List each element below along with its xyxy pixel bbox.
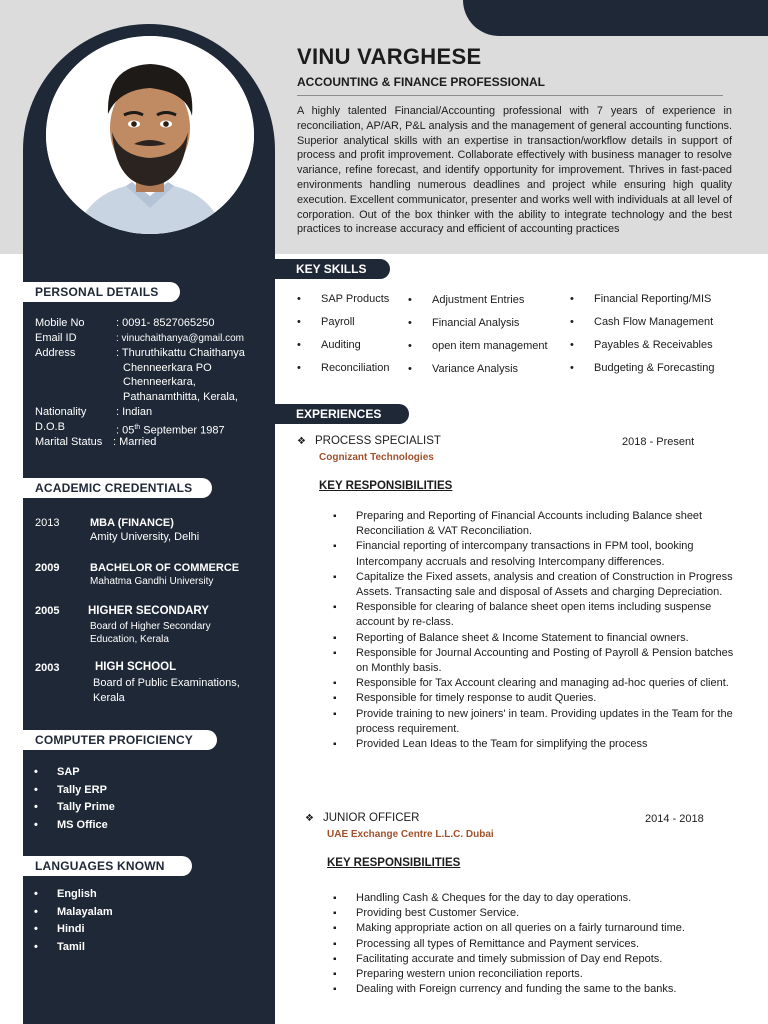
- label-nationality: Nationality: [35, 406, 87, 418]
- job-1-responsibilities-heading: KEY RESPONSIBILITIES: [319, 480, 453, 492]
- skills-column-3: [570, 288, 714, 380]
- job-2-company: UAE Exchange Centre L.L.C. Dubai: [327, 829, 494, 840]
- list-item: ▪ Preparing and Reporting of Financial Accounts including Balance sheet Reconciliation & VAT Reconciliation.: [333, 509, 738, 539]
- languages-list: [32, 886, 113, 957]
- list-item: • Payroll: [297, 311, 389, 334]
- academic-school-1: Amity University, Delhi: [90, 531, 200, 543]
- list-item: ▪ Responsible for clearing of balance sheet open items including suspense account by re-class.: [333, 600, 738, 630]
- computer-proficiency-heading: COMPUTER PROFICIENCY: [23, 730, 217, 750]
- dob-value: : 05th September 1987: [116, 424, 225, 437]
- computer-skills-list: [32, 764, 115, 835]
- list-item: • SAP Products: [297, 288, 389, 311]
- skills-column-2: [408, 289, 548, 381]
- email-value: : vinuchaithanya@gmail.com: [116, 333, 244, 344]
- academic-degree-3: HIGHER SECONDARY: [88, 605, 209, 617]
- list-item: • Hindi: [32, 921, 113, 939]
- candidate-title: ACCOUNTING & FINANCE PROFESSIONAL: [297, 75, 546, 89]
- academic-school-3b: Education, Kerala: [90, 634, 169, 645]
- academic-school-3a: Board of Higher Secondary: [90, 621, 211, 632]
- list-item: ▪ Responsible for Tax Account clearing and managing ad-hoc queries of client.: [333, 676, 738, 691]
- list-item: ▪ Responsible for Journal Accounting and Posting of Payroll & Pension batches on Monthly basis.: [333, 646, 738, 676]
- job-2-responsibilities: [333, 891, 738, 997]
- academic-school-4a: Board of Public Examinations,: [93, 677, 240, 689]
- profile-summary: A highly talented Financial/Accounting professional with 7 years of experience in reconciliation, AP/AR, P&L analysis and the management of general accounting functions. Superior analytical skills with an expertise in transaction/workflow details in support of process and profit improvement. Collaborate effectively with business manager to resolve variance, refine forecast, and identify opportunity for improvement. Thrives in fast-paced environments handling numerous deadlines and project while ensuring high quality execution. Excellent communicator, presenter and works well with individuals at all level of corporation. Out of the box thinker with the ability to integrate technology and the best practices to increase accuracy and efficient of accounting practices: [297, 105, 732, 236]
- list-item: • SAP: [32, 764, 115, 782]
- job-1-period: 2018 - Present: [622, 436, 695, 448]
- list-item: ▪ Reporting of Balance sheet & Income Statement to financial owners.: [333, 631, 738, 646]
- academic-year-2: 2009: [35, 562, 60, 574]
- address-line-1: : Thuruthikattu Chaithanya: [116, 347, 245, 359]
- job-2-responsibilities-heading: KEY RESPONSIBILITIES: [327, 857, 461, 869]
- list-item: ▪ Financial reporting of intercompany transactions in FPM tool, booking Intercompany accruals and resolving Intercompany differences.: [333, 539, 738, 569]
- job-1-role: ❖ PROCESS SPECIALIST: [297, 435, 441, 447]
- list-item: ▪ Responsible for timely response to audit Queries.: [333, 691, 738, 706]
- nationality-value: : Indian: [116, 406, 153, 418]
- academic-school-4b: Kerala: [93, 692, 125, 704]
- diamond-bullet-icon: ❖: [297, 436, 306, 447]
- experiences-heading: EXPERIENCES: [275, 404, 409, 424]
- academic-school-2: Mahatma Gandhi University: [90, 576, 214, 587]
- list-item: ▪ Dealing with Foreign currency and funding the same to the banks.: [333, 982, 738, 997]
- list-item: ▪ Handling Cash & Cheques for the day to day operations.: [333, 891, 738, 906]
- label-dob: D.O.B: [35, 421, 65, 433]
- header-corner-tab: [463, 0, 768, 36]
- academic-credentials-heading: ACADEMIC CREDENTIALS: [23, 478, 212, 498]
- list-item: • Financial Analysis: [408, 312, 548, 335]
- academic-year-1: 2013: [35, 517, 60, 529]
- list-item: • Payables & Receivables: [570, 334, 714, 357]
- list-item: • Reconciliation: [297, 357, 389, 380]
- academic-year-4: 2003: [35, 662, 60, 674]
- list-item: • open item management: [408, 335, 548, 358]
- list-item: ▪ Provide training to new joiners' in team. Providing updates in the Team for the process requirement.: [333, 707, 738, 737]
- academic-degree-1: MBA (FINANCE): [90, 517, 174, 529]
- address-line-2: Chenneerkara PO: [123, 362, 212, 374]
- label-email: Email ID: [35, 332, 77, 344]
- academic-degree-4: HIGH SCHOOL: [95, 661, 177, 673]
- academic-degree-2: BACHELOR OF COMMERCE: [90, 562, 240, 574]
- list-item: ▪ Preparing western union reconciliation reports.: [333, 967, 738, 982]
- list-item: • Tally ERP: [32, 782, 115, 800]
- list-item: • Financial Reporting/MIS: [570, 288, 714, 311]
- list-item: ▪ Provided Lean Ideas to the Team for simplifying the process: [333, 737, 738, 752]
- list-item: ▪ Making appropriate action on all queries on a fairly turnaround time.: [333, 921, 738, 936]
- candidate-name: VINU VARGHESE: [297, 44, 482, 69]
- list-item: • Tally Prime: [32, 799, 115, 817]
- job-2-role: ❖ JUNIOR OFFICER: [305, 812, 420, 824]
- list-item: • Cash Flow Management: [570, 311, 714, 334]
- diamond-bullet-icon: ❖: [305, 813, 314, 824]
- skills-column-1: [297, 288, 389, 380]
- list-item: • Budgeting & Forecasting: [570, 357, 714, 380]
- list-item: • Auditing: [297, 334, 389, 357]
- personal-details-heading: PERSONAL DETAILS: [23, 282, 180, 302]
- list-item: ▪ Providing best Customer Service.: [333, 906, 738, 921]
- address-line-4: Pathanamthitta, Kerala,: [123, 391, 238, 403]
- list-item: ▪ Facilitating accurate and timely submission of Day end Repots.: [333, 952, 738, 967]
- languages-known-heading: LANGUAGES KNOWN: [23, 856, 192, 876]
- list-item: • Adjustment Entries: [408, 289, 548, 312]
- job-1-responsibilities: [333, 509, 738, 752]
- job-1-company: Cognizant Technologies: [319, 452, 434, 463]
- list-item: ▪ Capitalize the Fixed assets, analysis and creation of Construction in Progress Assets. Transacting sale and disposal of Assets and charging Depreciation.: [333, 570, 738, 600]
- job-2-period: 2014 - 2018: [645, 813, 704, 825]
- list-item: • Tamil: [32, 939, 113, 957]
- header-divider: [297, 95, 723, 96]
- label-mobile: Mobile No: [35, 317, 85, 329]
- key-skills-heading: KEY SKILLS: [275, 259, 390, 279]
- list-item: • Malayalam: [32, 904, 113, 922]
- label-marital-status: Marital Status: [35, 436, 103, 448]
- address-line-3: Chenneerkara,: [123, 376, 196, 388]
- academic-year-3: 2005: [35, 605, 60, 617]
- profile-photo: [46, 36, 254, 234]
- list-item: • MS Office: [32, 817, 115, 835]
- list-item: ▪ Processing all types of Remittance and Payment services.: [333, 937, 738, 952]
- label-address: Address: [35, 347, 76, 359]
- mobile-value: : 0091- 8527065250: [116, 317, 215, 329]
- marital-status-value: : Married: [113, 436, 157, 448]
- list-item: • Variance Analysis: [408, 358, 548, 381]
- list-item: • English: [32, 886, 113, 904]
